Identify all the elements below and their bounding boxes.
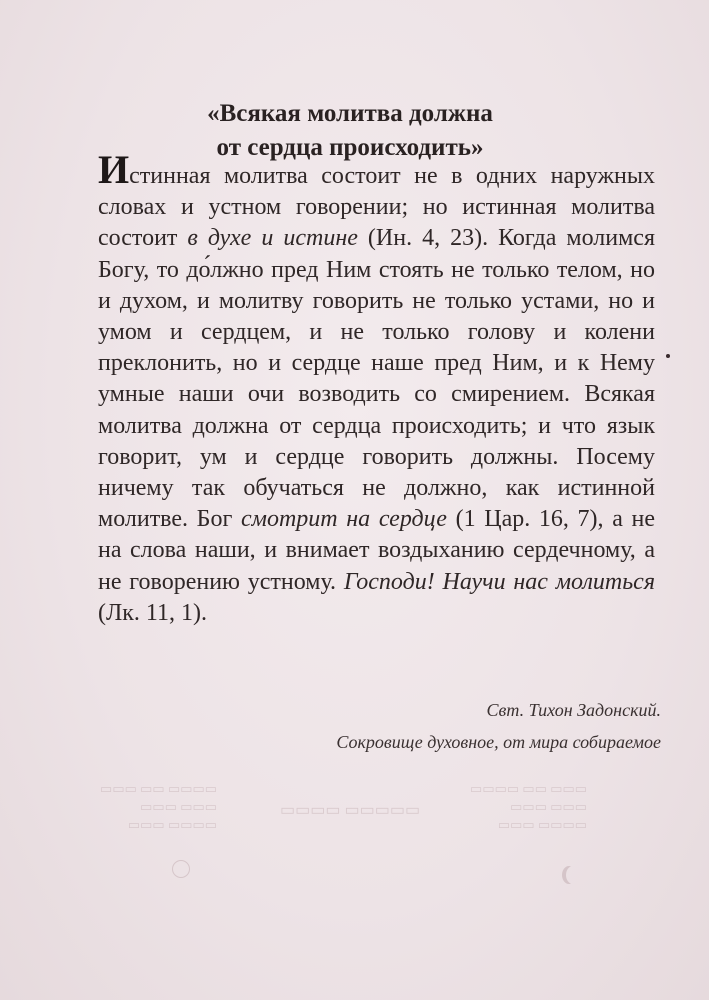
body-paragraph: [98, 147, 656, 629]
body-text-part-1: стинная молитва состоит не в одних наружных словах и устном говорении; но истинная молитва состоит: [98, 163, 655, 252]
quote-italic-1: в духе и истине: [187, 225, 358, 252]
title-line-1: «Всякая молитва должна: [207, 100, 493, 127]
quote-italic-2: смотрит на сердце: [240, 506, 447, 533]
attribution-source: Сокровище духовное, от мира собираемое: [336, 732, 661, 752]
body-text-part-3: (1 Цар. 16, 7), а не на слова наши, и внимает воздыханию сердечному, а не говорению устному.: [98, 506, 656, 595]
bleed-through-text-right: ▭▭▭ ▭▭ ▭▭▭▭ ▭▭▭ ▭▭▭ ▭▭▭▭ ▭▭▭: [470, 781, 588, 832]
body-text-part-4: (Лк. 11, 1).: [98, 599, 208, 626]
quote-italic-3: Господи! Научи нас молиться: [343, 568, 655, 595]
title-line-2: от сердца происходить»: [216, 134, 484, 161]
bleed-through-text-left: ▭▭▭▭ ▭▭ ▭▭▭ ▭▭▭ ▭▭▭ ▭▭▭▭ ▭▭▭: [100, 781, 218, 832]
bleed-through-text-center: ▭▭▭▭▭ ▭▭▭▭: [280, 802, 421, 819]
bleed-through-sun-icon: [172, 860, 190, 878]
drop-cap: И: [98, 147, 130, 192]
page-title: [100, 97, 600, 165]
body-text-part-2: (Ин. 4, 23). Когда молимся Богу, то до́лжно пред Ним стоять не только телом, но и духом, и молитву говорить не только устами, но и умом и сердцем, и не только голову и колени преклонить, но и сердце наше пред Ним, и к Нему умные наши очи возводить со смирением. Всякая молитва должна от сердца происходить; и что язык говорит, ум и сердце говорить должны. Посему ничему так обучаться не должно, как истинной молитве. Бог: [98, 225, 655, 533]
print-speck: [666, 354, 670, 358]
attribution-author: Свт. Тихон Задонский.: [486, 700, 661, 720]
bleed-through-moon-icon: [566, 866, 580, 884]
